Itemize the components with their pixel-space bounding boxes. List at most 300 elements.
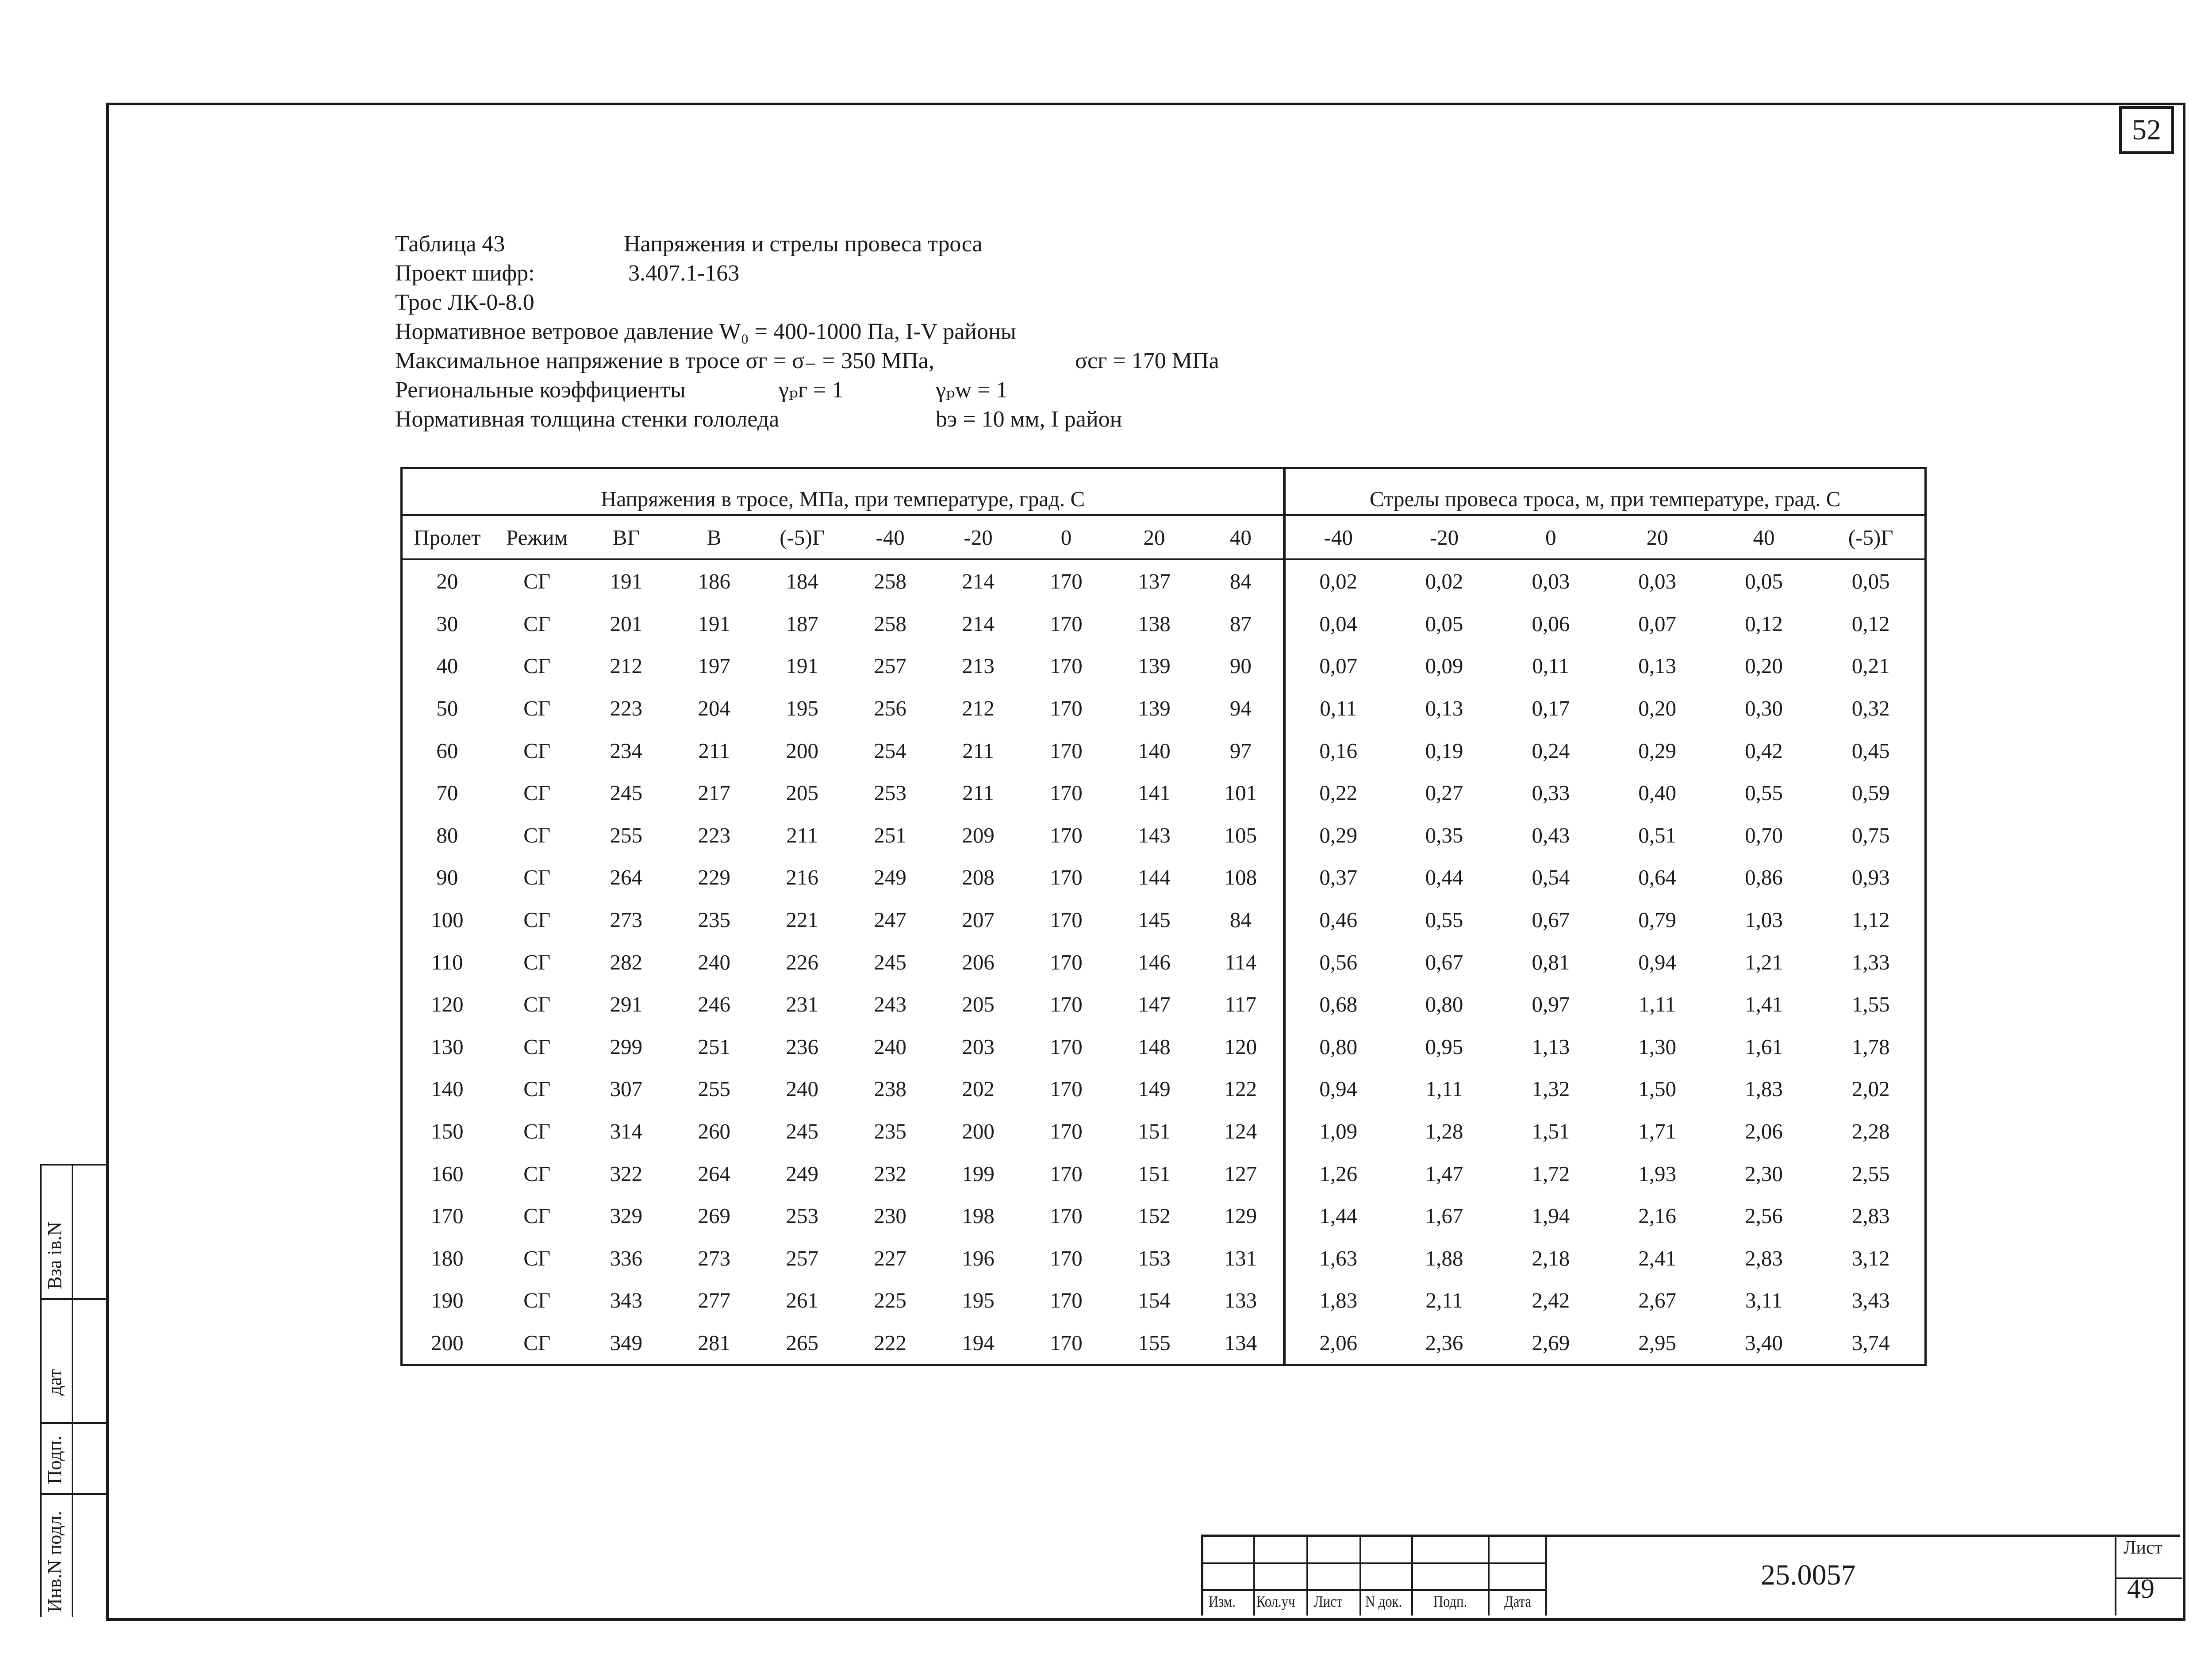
table-cell: 214 bbox=[962, 569, 995, 594]
table-cell: СГ bbox=[523, 781, 551, 805]
table-cell: 273 bbox=[698, 1246, 730, 1270]
table-cell: 0,17 bbox=[1532, 696, 1570, 721]
table-cell: 208 bbox=[962, 865, 995, 890]
table-cell: 1,41 bbox=[1745, 992, 1783, 1017]
table-cell: 349 bbox=[610, 1330, 643, 1355]
table-cell: 0,12 bbox=[1745, 611, 1783, 636]
table-cell: СГ bbox=[523, 738, 551, 763]
table-cell: 2,16 bbox=[1638, 1204, 1676, 1228]
table-cell: 170 bbox=[1050, 908, 1083, 932]
table-cell: 70 bbox=[436, 781, 458, 805]
table-cell: 134 bbox=[1198, 1322, 1284, 1365]
table-cell: 3,12 bbox=[1851, 1246, 1890, 1270]
table-cell: 1,51 bbox=[1532, 1119, 1570, 1144]
table-cell: 307 bbox=[610, 1077, 643, 1101]
table-cell: 2,83 bbox=[1745, 1246, 1783, 1270]
table-cell: 223 bbox=[698, 823, 730, 847]
table-cell: 336 bbox=[610, 1246, 643, 1270]
table-cell: 235 bbox=[874, 1119, 906, 1144]
column-header: Пролет bbox=[402, 515, 492, 559]
table-cell: 0,42 bbox=[1745, 738, 1783, 763]
table-cell: 2,41 bbox=[1638, 1246, 1676, 1270]
table-cell: 282 bbox=[610, 950, 643, 974]
table-cell: 2,06 bbox=[1745, 1119, 1783, 1144]
table-cell: 170 bbox=[431, 1204, 464, 1228]
table-row bbox=[402, 772, 1926, 814]
table-cell: 199 bbox=[962, 1161, 995, 1186]
table-cell: 198 bbox=[962, 1204, 995, 1228]
table-row bbox=[402, 645, 1926, 687]
table-cell: 1,78 bbox=[1851, 1034, 1890, 1059]
cable-type: Трос ЛК-0-8.0 bbox=[395, 290, 534, 315]
table-cell: 0,33 bbox=[1532, 781, 1570, 805]
wind-pressure: Нормативное ветровое давление W₀ = 400-1000 Па, I-V районы bbox=[395, 319, 1016, 344]
table-cell: 141 bbox=[1138, 781, 1171, 805]
table-cell: 1,83 bbox=[1745, 1077, 1783, 1101]
table-cell: СГ bbox=[523, 1077, 551, 1101]
table-cell: 200 bbox=[431, 1330, 464, 1355]
table-cell: 0,06 bbox=[1532, 611, 1570, 636]
column-header: Режим bbox=[492, 515, 582, 559]
table-cell: 230 bbox=[874, 1204, 906, 1228]
table-cell: 202 bbox=[962, 1077, 995, 1101]
table-row bbox=[402, 729, 1926, 772]
table-cell: 0,09 bbox=[1425, 654, 1463, 678]
table-cell: 229 bbox=[698, 865, 730, 890]
table-cell: 322 bbox=[610, 1161, 643, 1186]
table-cell: 2,36 bbox=[1425, 1330, 1463, 1355]
table-cell: 60 bbox=[436, 738, 458, 763]
table-cell: 0,37 bbox=[1319, 865, 1358, 890]
table-cell: СГ bbox=[523, 992, 551, 1017]
table-cell: 120 bbox=[1198, 1026, 1284, 1068]
table-cell: 170 bbox=[1050, 781, 1083, 805]
table-cell: 0,21 bbox=[1851, 654, 1890, 678]
table-cell: 0,27 bbox=[1425, 781, 1463, 805]
table-cell: 240 bbox=[698, 950, 730, 974]
table-cell: 170 bbox=[1050, 992, 1083, 1017]
table-cell: 84 bbox=[1198, 559, 1284, 603]
column-header: -20 bbox=[1391, 515, 1498, 559]
binding-label-date: дат bbox=[44, 1369, 65, 1396]
table-cell: 217 bbox=[698, 781, 730, 805]
table-cell: 170 bbox=[1050, 738, 1083, 763]
table-row bbox=[402, 983, 1926, 1026]
table-cell: 105 bbox=[1198, 814, 1284, 857]
table-cell: 140 bbox=[1138, 738, 1171, 763]
table-cell: СГ bbox=[523, 1246, 551, 1270]
table-cell: 258 bbox=[874, 569, 906, 594]
table-cell: 253 bbox=[874, 781, 906, 805]
table-cell: 222 bbox=[874, 1330, 906, 1355]
table-cell: 0,56 bbox=[1319, 950, 1358, 974]
table-cell: 0,79 bbox=[1638, 908, 1676, 932]
table-cell: 247 bbox=[874, 908, 906, 932]
table-label: Таблица 43 bbox=[395, 231, 505, 257]
table-cell: 257 bbox=[874, 654, 906, 678]
table-cell: 203 bbox=[962, 1034, 995, 1059]
table-cell: 269 bbox=[698, 1204, 730, 1228]
table-cell: 234 bbox=[610, 738, 643, 763]
table-cell: 2,95 bbox=[1638, 1330, 1676, 1355]
table-cell: 131 bbox=[1198, 1237, 1284, 1280]
table-cell: 80 bbox=[436, 823, 458, 847]
table-row bbox=[402, 814, 1926, 857]
table-cell: СГ bbox=[523, 1204, 551, 1228]
table-cell: 1,32 bbox=[1532, 1077, 1570, 1101]
table-cell: 0,29 bbox=[1638, 738, 1676, 763]
table-cell: 246 bbox=[698, 992, 730, 1017]
table-cell: 0,94 bbox=[1638, 950, 1676, 974]
table-cell: 1,33 bbox=[1851, 950, 1890, 974]
table-cell: 152 bbox=[1138, 1204, 1171, 1228]
table-cell: 147 bbox=[1138, 992, 1171, 1017]
table-cell: 139 bbox=[1138, 654, 1171, 678]
table-cell: 1,71 bbox=[1638, 1119, 1676, 1144]
table-cell: 170 bbox=[1050, 696, 1083, 721]
table-cell: 186 bbox=[698, 569, 730, 594]
column-header: -20 bbox=[934, 515, 1022, 559]
ice-thickness-value: bэ = 10 мм, I район bbox=[936, 407, 1122, 432]
table-cell: 0,51 bbox=[1638, 823, 1676, 847]
table-cell: 84 bbox=[1198, 899, 1284, 941]
table-cell: 0,05 bbox=[1851, 569, 1890, 594]
table-cell: 2,28 bbox=[1851, 1119, 1890, 1144]
table-cell: СГ bbox=[523, 1161, 551, 1186]
table-cell: 253 bbox=[786, 1204, 818, 1228]
table-row bbox=[402, 1322, 1926, 1365]
table-cell: 0,94 bbox=[1319, 1077, 1358, 1101]
table-cell: 254 bbox=[874, 738, 906, 763]
column-header: 0 bbox=[1498, 515, 1604, 559]
table-cell: 227 bbox=[874, 1246, 906, 1270]
project-code: 3.407.1-163 bbox=[628, 261, 740, 286]
table-cell: 122 bbox=[1198, 1068, 1284, 1110]
table-cell: 329 bbox=[610, 1204, 643, 1228]
table-cell: 170 bbox=[1050, 1204, 1083, 1228]
ice-thickness-label: Нормативная толщина стенки гололеда bbox=[395, 407, 780, 432]
table-cell: 149 bbox=[1138, 1077, 1171, 1101]
table-cell: 170 bbox=[1050, 1330, 1083, 1355]
table-cell: 0,05 bbox=[1425, 611, 1463, 636]
table-cell: 1,13 bbox=[1532, 1034, 1570, 1059]
column-header: 20 bbox=[1110, 515, 1198, 559]
table-cell: 117 bbox=[1198, 983, 1284, 1026]
table-cell: 0,03 bbox=[1638, 569, 1676, 594]
table-cell: 144 bbox=[1138, 865, 1171, 890]
table-cell: 0,54 bbox=[1532, 865, 1570, 890]
table-cell: 212 bbox=[962, 696, 995, 721]
table-cell: 221 bbox=[786, 908, 818, 932]
table-cell: 211 bbox=[786, 823, 818, 847]
table-cell: 0,86 bbox=[1745, 865, 1783, 890]
table-cell: СГ bbox=[523, 611, 551, 636]
table-cell: 240 bbox=[874, 1034, 906, 1059]
table-cell: 90 bbox=[436, 865, 458, 890]
table-cell: 0,93 bbox=[1851, 865, 1890, 890]
table-cell: 291 bbox=[610, 992, 643, 1017]
table-cell: 0,55 bbox=[1745, 781, 1783, 805]
table-cell: 0,81 bbox=[1532, 950, 1570, 974]
table-cell: 0,44 bbox=[1425, 865, 1463, 890]
table-cell: 0,67 bbox=[1532, 908, 1570, 932]
table-cell: 170 bbox=[1050, 865, 1083, 890]
table-cell: 238 bbox=[874, 1077, 906, 1101]
table-cell: 110 bbox=[431, 950, 463, 974]
table-cell: 225 bbox=[874, 1288, 906, 1313]
table-cell: 2,11 bbox=[1425, 1288, 1463, 1313]
table-cell: 0,24 bbox=[1532, 738, 1570, 763]
table-cell: СГ bbox=[523, 950, 551, 974]
table-cell: 240 bbox=[786, 1077, 818, 1101]
column-header: В bbox=[670, 515, 758, 559]
table-cell: СГ bbox=[523, 696, 551, 721]
table-cell: 211 bbox=[698, 738, 730, 763]
label-signature: Подп. bbox=[1433, 1593, 1467, 1610]
table-cell: 143 bbox=[1138, 823, 1171, 847]
table-cell: 0,04 bbox=[1319, 611, 1358, 636]
table-cell: 108 bbox=[1198, 856, 1284, 899]
table-cell: 0,07 bbox=[1638, 611, 1676, 636]
table-cell: 0,05 bbox=[1745, 569, 1783, 594]
table-cell: 211 bbox=[962, 738, 994, 763]
table-cell: 1,11 bbox=[1425, 1077, 1463, 1101]
table-cell: 145 bbox=[1138, 908, 1171, 932]
table-cell: 0,03 bbox=[1532, 569, 1570, 594]
table-row bbox=[402, 856, 1926, 899]
table-cell: 205 bbox=[786, 781, 818, 805]
table-cell: 2,18 bbox=[1532, 1246, 1570, 1270]
table-cell: 1,88 bbox=[1425, 1246, 1463, 1270]
table-cell: 170 bbox=[1050, 823, 1083, 847]
table-cell: СГ bbox=[523, 1034, 551, 1059]
table-cell: 273 bbox=[610, 908, 643, 932]
table-cell: 1,30 bbox=[1638, 1034, 1676, 1059]
table-cell: 260 bbox=[698, 1119, 730, 1144]
table-cell: 1,11 bbox=[1639, 992, 1676, 1017]
table-cell: 0,70 bbox=[1745, 823, 1783, 847]
table-cell: 211 bbox=[962, 781, 994, 805]
table-row bbox=[402, 899, 1926, 941]
table-cell: 0,12 bbox=[1851, 611, 1890, 636]
project-label: Проект шифр: bbox=[395, 261, 535, 286]
table-cell: 0,11 bbox=[1532, 654, 1570, 678]
table-cell: 0,68 bbox=[1319, 992, 1358, 1017]
label-doc-number: N док. bbox=[1365, 1593, 1402, 1610]
table-cell: 257 bbox=[786, 1246, 818, 1270]
table-cell: 264 bbox=[610, 865, 643, 890]
table-cell: 30 bbox=[436, 611, 458, 636]
avg-stress: σсг = 170 МПа bbox=[1075, 348, 1219, 373]
table-cell: 0,20 bbox=[1638, 696, 1676, 721]
table-cell: 140 bbox=[431, 1077, 464, 1101]
table-cell: 133 bbox=[1198, 1279, 1284, 1322]
table-cell: 170 bbox=[1050, 1077, 1083, 1101]
table-cell: 170 bbox=[1050, 950, 1083, 974]
table-cell: 187 bbox=[786, 611, 818, 636]
table-cell: 146 bbox=[1138, 950, 1171, 974]
column-header: -40 bbox=[1284, 515, 1391, 559]
binding-label-inventory: Вза ів.N bbox=[44, 1221, 65, 1289]
table-cell: 0,02 bbox=[1319, 569, 1358, 594]
label-count: Кол.уч bbox=[1256, 1593, 1295, 1610]
table-cell: 299 bbox=[610, 1034, 643, 1059]
table-cell: 0,13 bbox=[1638, 654, 1676, 678]
table-cell: 1,09 bbox=[1319, 1119, 1358, 1144]
table-cell: 214 bbox=[962, 611, 995, 636]
table-row bbox=[402, 1195, 1926, 1237]
table-cell: 1,72 bbox=[1532, 1161, 1570, 1186]
table-cell: 1,63 bbox=[1319, 1246, 1358, 1270]
table-cell: 0,22 bbox=[1319, 781, 1358, 805]
table-cell: 20 bbox=[436, 569, 458, 594]
table-cell: 3,40 bbox=[1745, 1330, 1783, 1355]
table-cell: 50 bbox=[436, 696, 458, 721]
table-cell: 137 bbox=[1138, 569, 1171, 594]
table-cell: 1,61 bbox=[1745, 1034, 1783, 1059]
table-cell: 184 bbox=[786, 569, 818, 594]
table-cell: 1,55 bbox=[1851, 992, 1890, 1017]
table-cell: 2,30 bbox=[1745, 1161, 1783, 1186]
table-cell: 170 bbox=[1050, 1288, 1083, 1313]
table-cell: 264 bbox=[698, 1161, 730, 1186]
table-cell: 2,83 bbox=[1851, 1204, 1890, 1228]
table-cell: 120 bbox=[431, 992, 464, 1017]
table-cell: 100 bbox=[431, 908, 464, 932]
table-cell: 170 bbox=[1050, 611, 1083, 636]
table-cell: СГ bbox=[523, 654, 551, 678]
table-cell: 0,95 bbox=[1425, 1034, 1463, 1059]
table-cell: 2,55 bbox=[1851, 1161, 1890, 1186]
table-row bbox=[402, 941, 1926, 983]
table-cell: 1,50 bbox=[1638, 1077, 1676, 1101]
table-cell: 0,46 bbox=[1319, 908, 1358, 932]
table-cell: 2,42 bbox=[1532, 1288, 1570, 1313]
table-row bbox=[402, 603, 1926, 645]
table-cell: СГ bbox=[523, 1119, 551, 1144]
table-cell: 314 bbox=[610, 1119, 643, 1144]
binding-label-original: Инв.N подл. bbox=[44, 1511, 65, 1612]
column-header: 40 bbox=[1711, 515, 1817, 559]
table-cell: 170 bbox=[1050, 1161, 1083, 1186]
table-cell: 0,43 bbox=[1532, 823, 1570, 847]
column-header: 0 bbox=[1022, 515, 1110, 559]
table-cell: 87 bbox=[1198, 603, 1284, 645]
table-row bbox=[402, 1237, 1926, 1280]
table-cell: 191 bbox=[698, 611, 730, 636]
column-header: 40 bbox=[1198, 515, 1284, 559]
table-row bbox=[402, 1110, 1926, 1153]
table-cell: 129 bbox=[1198, 1195, 1284, 1237]
table-cell: 251 bbox=[698, 1034, 730, 1059]
table-cell: 3,11 bbox=[1745, 1288, 1782, 1313]
table-cell: 130 bbox=[431, 1034, 464, 1059]
binding-label-signature: Подп. bbox=[44, 1435, 65, 1484]
table-cell: 0,19 bbox=[1425, 738, 1463, 763]
table-cell: 212 bbox=[610, 654, 643, 678]
table-cell: 1,21 bbox=[1745, 950, 1783, 974]
table-cell: 245 bbox=[874, 950, 906, 974]
table-cell: 195 bbox=[962, 1288, 995, 1313]
table-cell: 1,67 bbox=[1425, 1204, 1463, 1228]
table-cell: 0,64 bbox=[1638, 865, 1676, 890]
table-cell: 3,43 bbox=[1851, 1288, 1890, 1313]
sheet-label: Лист bbox=[2124, 1538, 2162, 1558]
column-header: (-5)Г bbox=[1817, 515, 1925, 559]
table-cell: 195 bbox=[786, 696, 818, 721]
table-cell: 1,28 bbox=[1425, 1119, 1463, 1144]
table-cell: 256 bbox=[874, 696, 906, 721]
label-change: Изм. bbox=[1209, 1593, 1236, 1610]
table-cell: 170 bbox=[1050, 654, 1083, 678]
column-header: ВГ bbox=[582, 515, 670, 559]
column-header: 20 bbox=[1604, 515, 1711, 559]
table-cell: 180 bbox=[431, 1246, 464, 1270]
label-sheet: Лист bbox=[1314, 1593, 1343, 1610]
table-cell: 0,97 bbox=[1532, 992, 1570, 1017]
table-cell: 200 bbox=[786, 738, 818, 763]
table-cell: 150 bbox=[431, 1119, 464, 1144]
table-cell: 127 bbox=[1198, 1152, 1284, 1195]
table-cell: 151 bbox=[1138, 1161, 1171, 1186]
sag-group-header: Стрелы провеса троса, м, при температуре, град. С bbox=[1284, 468, 1925, 515]
table-cell: 97 bbox=[1198, 729, 1284, 772]
table-cell: 155 bbox=[1138, 1330, 1171, 1355]
table-cell: 191 bbox=[786, 654, 818, 678]
table-cell: 243 bbox=[874, 992, 906, 1017]
max-stress: Максимальное напряжение в тросе σг = σ₋ = 350 МПа, bbox=[395, 348, 934, 373]
table-cell: 1,94 bbox=[1532, 1204, 1570, 1228]
table-cell: 207 bbox=[962, 908, 995, 932]
sheet-number: 49 bbox=[2127, 1574, 2154, 1604]
table-cell: 170 bbox=[1050, 1246, 1083, 1270]
table-cell: 2,69 bbox=[1532, 1330, 1570, 1355]
table-cell: 0,32 bbox=[1851, 696, 1890, 721]
table-cell: 245 bbox=[786, 1119, 818, 1144]
table-cell: 1,12 bbox=[1851, 908, 1890, 932]
table-cell: 190 bbox=[431, 1288, 464, 1313]
table-cell: 154 bbox=[1138, 1288, 1171, 1313]
table-cell: 1,44 bbox=[1319, 1204, 1358, 1228]
table-cell: 114 bbox=[1198, 941, 1284, 983]
table-cell: 245 bbox=[610, 781, 643, 805]
table-cell: 0,20 bbox=[1745, 654, 1783, 678]
table-cell: 2,67 bbox=[1638, 1288, 1676, 1313]
table-cell: 261 bbox=[786, 1288, 818, 1313]
table-cell: 281 bbox=[698, 1330, 730, 1355]
table-cell: 0,30 bbox=[1745, 696, 1783, 721]
table-cell: 231 bbox=[786, 992, 818, 1017]
table-cell: 343 bbox=[610, 1288, 643, 1313]
table-row bbox=[402, 1279, 1926, 1322]
table-cell: 0,59 bbox=[1851, 781, 1890, 805]
table-cell: 148 bbox=[1138, 1034, 1171, 1059]
table-cell: 0,13 bbox=[1425, 696, 1463, 721]
table-title: Напряжения и стрелы провеса троса bbox=[624, 231, 983, 257]
table-cell: 1,83 bbox=[1319, 1288, 1358, 1313]
table-cell: 2,02 bbox=[1851, 1077, 1890, 1101]
table-cell: 191 bbox=[610, 569, 643, 594]
column-header: -40 bbox=[846, 515, 934, 559]
table-cell: 0,80 bbox=[1319, 1034, 1358, 1059]
table-cell: 90 bbox=[1198, 645, 1284, 687]
table-cell: 0,67 bbox=[1425, 950, 1463, 974]
table-cell: 0,29 bbox=[1319, 823, 1358, 847]
table-row bbox=[402, 1152, 1926, 1195]
table-cell: 226 bbox=[786, 950, 818, 974]
table-cell: 213 bbox=[962, 654, 995, 678]
stress-group-header: Напряжения в тросе, МПа, при температуре, град. С bbox=[402, 468, 1285, 515]
